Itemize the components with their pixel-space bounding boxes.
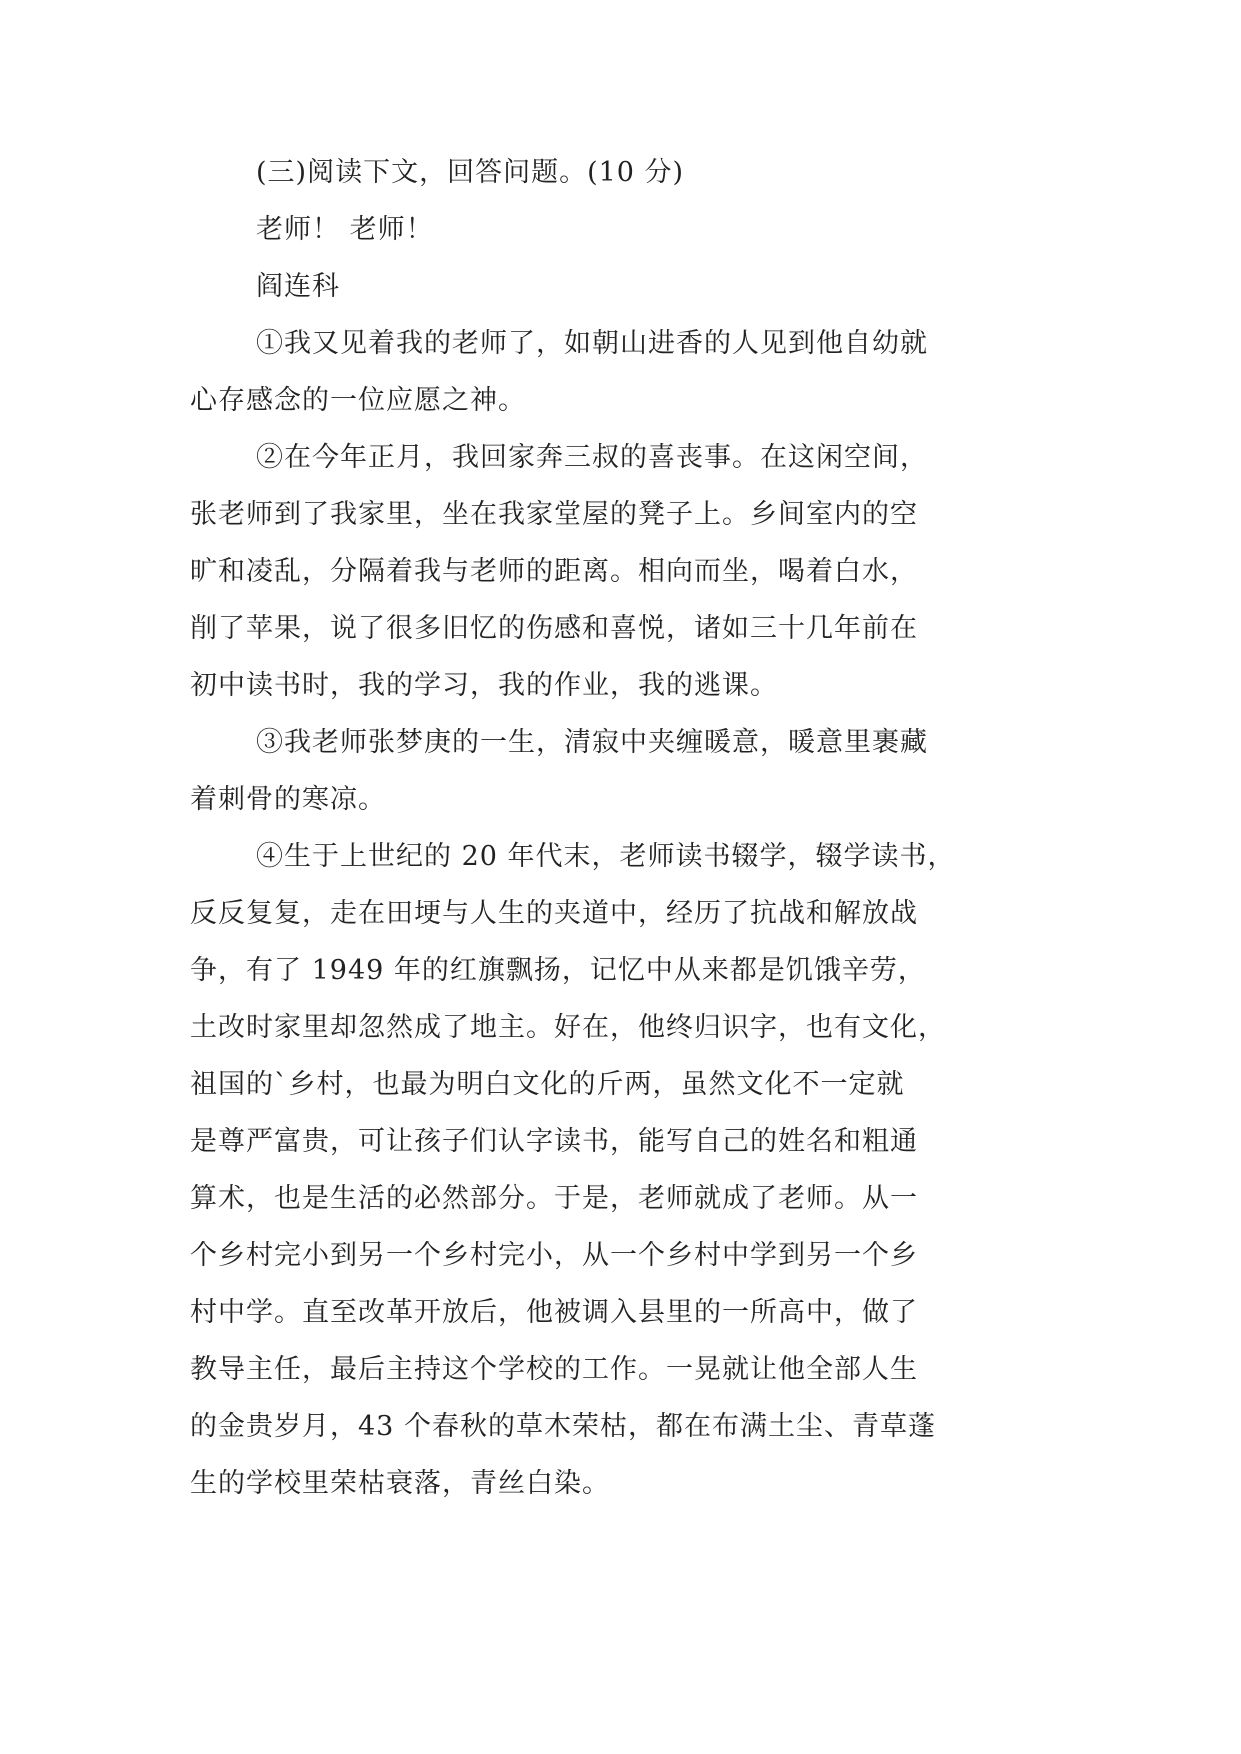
paragraph-line: 旷和凌乱，分隔着我与老师的距离。相向而坐，喝着白水， — [190, 556, 918, 587]
paragraph-line: 初中读书时，我的学习，我的作业，我的逃课。 — [190, 670, 778, 701]
paragraph-line: 祖国的`乡村，也最为明白文化的斤两，虽然文化不一定就 — [190, 1069, 905, 1100]
paragraph-1 — [190, 326, 1055, 418]
paragraph-line: 争，有了 1949 年的红旗飘扬，记忆中从来都是饥饿辛劳， — [190, 955, 926, 986]
paragraph-line: ①我又见着我的老师了，如朝山进香的人见到他自幼就 — [256, 328, 928, 359]
section-heading: (三)阅读下文，回答问题。(10 分) — [256, 157, 685, 188]
paragraph-line: 反反复复，走在田埂与人生的夹道中，经历了抗战和解放战 — [190, 898, 918, 929]
paragraph-line: 村中学。直至改革开放后，他被调入县里的一所高中，做了 — [190, 1297, 918, 1328]
paragraph-line: 削了苹果，说了很多旧忆的伤感和喜悦，诸如三十几年前在 — [190, 613, 918, 644]
paragraph-line: 的金贵岁月，43 个春秋的草木荣枯，都在布满土尘、青草蓬 — [190, 1411, 936, 1442]
article-title: 老师！ 老师！ — [256, 214, 434, 245]
paragraph-4 — [190, 839, 1055, 1501]
paragraph-line: 是尊严富贵，可让孩子们认字读书，能写自己的姓名和粗通 — [190, 1126, 918, 1157]
paragraph-line: 个乡村完小到另一个乡村完小，从一个乡村中学到另一个乡 — [190, 1240, 918, 1271]
paragraph-line: 算术，也是生活的必然部分。于是，老师就成了老师。从一 — [190, 1183, 918, 1214]
paragraph-2 — [190, 440, 1055, 703]
paragraph-line: 张老师到了我家里，坐在我家堂屋的凳子上。乡间室内的空 — [190, 499, 918, 530]
paragraph-line: 教导主任，最后主持这个学校的工作。一晃就让他全部人生 — [190, 1354, 918, 1385]
paragraph-line: ③我老师张梦庚的一生，清寂中夹缠暖意，暖意里裹藏 — [256, 727, 928, 758]
paragraph-line: 着刺骨的寒凉。 — [190, 784, 386, 815]
paragraph-line: 土改时家里却忽然成了地主。好在，他终归识字，也有文化， — [190, 1012, 946, 1043]
paragraph-line: ④生于上世纪的 20 年代末，老师读书辍学，辍学读书， — [256, 841, 956, 872]
paragraph-line: 生的学校里荣枯衰落，青丝白染。 — [190, 1468, 610, 1499]
paragraph-3 — [190, 725, 1055, 817]
article-author: 阎连科 — [256, 271, 340, 302]
paragraph-line: 心存感念的一位应愿之神。 — [190, 385, 526, 416]
paragraph-line: ②在今年正月，我回家奔三叔的喜丧事。在这闲空间， — [256, 442, 928, 473]
document-page — [190, 155, 1055, 1523]
